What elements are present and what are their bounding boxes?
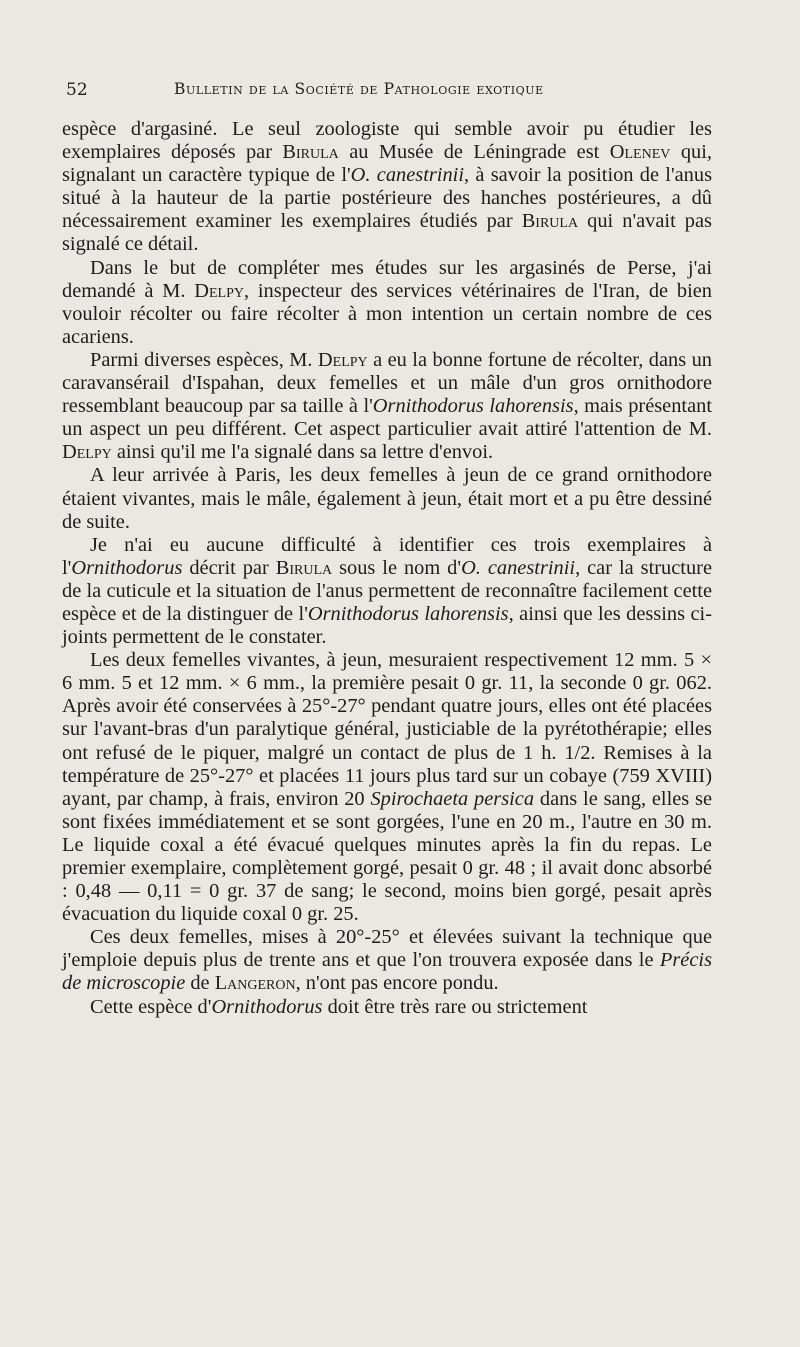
text-run: Birula [282, 141, 339, 164]
text-run: , car la structure de la cuticule et la situation de l'anus permettent de reconnaître facilement cette espèce et de la distinguer de l' [62, 556, 713, 625]
text-run: dans le sang, elles se sont fixées immédiatement et se sont gorgées, l'une en 20 m., l'autre en 30 m. Le liquide coxal a été évacué quelques minutes après la fin du repas. Le premier exemplaire, complètement gorgé, pesait 0 gr. 48 ; il avait donc absorbé : 0,48 — 0,11 = 0 gr. 37 de sang; le second, moins bien gorgé, pesait après évacuation du liquide coxal 0 gr. 25. [62, 787, 713, 926]
paragraph-6 [62, 649, 712, 926]
text-run: , n'ont pas encore pondu. [295, 972, 499, 995]
text-run: , mais présentant un aspect un peu différent. Cet aspect particulier avait attiré l'attention de M. [62, 395, 712, 441]
paragraph-5 [62, 534, 712, 649]
text-run: Spirochaeta persica [370, 787, 535, 810]
text-run: Langeron [214, 972, 296, 995]
text-run: Delpy [194, 279, 244, 302]
paragraph-2 [62, 257, 712, 349]
text-run: qui n'avait pas signalé ce détail. [62, 210, 712, 256]
text-run: Parmi diverses espèces, M. [90, 348, 318, 371]
text-run: Olenev [609, 141, 671, 164]
text-run: espèce d'argasiné. Le seul zoologiste qui semble avoir pu étudier les exemplaires déposés par [62, 118, 712, 164]
text-run: Ces deux femelles, mises à 20°-25° et élevées suivant la technique que j'emploie depuis plus de trente ans et que l'on trouvera exposée dans le [62, 926, 712, 972]
text-run: au Musée de Léningrade est [338, 141, 610, 164]
text-run: , inspecteur des services vétérinaires de l'Iran, de bien vouloir récolter ou faire récolter à mon intention un certain nombre de ces acariens. [62, 279, 712, 348]
text-run: qui, signalant un caractère typique de l' [62, 141, 712, 187]
text-run: Birula [521, 210, 579, 233]
text-run: Précis de microscopie [62, 949, 712, 995]
text-run: , ainsi que les dessins ci-joints permettent de le constater. [62, 602, 712, 649]
text-run: décrit par [182, 556, 276, 579]
text-run: sous le nom d' [332, 556, 462, 579]
text-run: Ornithodorus lahorensis [307, 602, 509, 625]
text-run: Je n'ai eu aucune difficulté à identifier ces trois exemplaires à l' [62, 533, 712, 579]
text-run: Ornithodorus [71, 556, 183, 579]
text-run: Delpy [62, 441, 112, 464]
paragraph-8 [62, 996, 712, 1019]
text-run: A leur arrivée à Paris, les deux femelles à jeun de ce grand ornithodore étaient vivantes, mais le mâle, également à jeun, était mort et a pu être dessiné de suite. [62, 464, 712, 533]
paragraph-1 [62, 118, 712, 257]
text-run: Birula [275, 556, 333, 579]
paragraph-3 [62, 349, 712, 464]
text-run: Cette espèce d' [90, 995, 212, 1018]
running-header [66, 80, 714, 104]
paragraph-7 [62, 926, 712, 995]
text-run: O. canestrinii [350, 164, 464, 187]
text-run: Ornithodorus [211, 995, 323, 1018]
text-run: Ornithodorus lahorensis [372, 395, 574, 418]
text-run: Les deux femelles vivantes, à jeun, mesuraient respectivement 12 mm. 5 × 6 mm. 5 et 12 mm. × 6 mm., la première pesait 0 gr. 11, la seconde 0 gr. 062. Après avoir été conservées à 25°-27° pendant quatre jours, elles ont été placées sur l'avant-bras d'un paralytique général, justiciable de la pyrétothérapie; elles ont refusé de le piquer, malgré un contact de plus de 1 h. 1/2. Remises à la température de 25°-27° et placées 11 jours plus tard sur un cobaye (759 XVIII) ayant, par champ, à frais, environ 20 [62, 649, 712, 810]
paragraph-4 [62, 464, 712, 533]
text-run: , à savoir la position de l'anus situé à la hauteur de la partie postérieure des hanches postérieures, a dû nécessairement examiner les exemplaires étudiés par [62, 164, 713, 233]
page-number: 52 [66, 80, 88, 100]
text-run: Dans le but de compléter mes études sur les argasinés de Perse, j'ai demandé à M. [62, 256, 712, 302]
article-body [62, 118, 712, 1019]
text-run: O. canestrinii [461, 556, 576, 579]
running-title: Bulletin de la Société de Pathologie exotique [174, 80, 544, 98]
text-run: de [185, 972, 215, 995]
text-run: Delpy [317, 348, 368, 371]
text-run: ainsi qu'il me l'a signalé dans sa lettre d'envoi. [111, 441, 494, 464]
text-run: doit être très rare ou strictement [322, 995, 588, 1018]
text-run: a eu la bonne fortune de récolter, dans un caravansérail d'Ispahan, deux femelles et un mâle d'un gros ornithodore ressemblant beaucoup par sa taille à l' [62, 348, 712, 418]
